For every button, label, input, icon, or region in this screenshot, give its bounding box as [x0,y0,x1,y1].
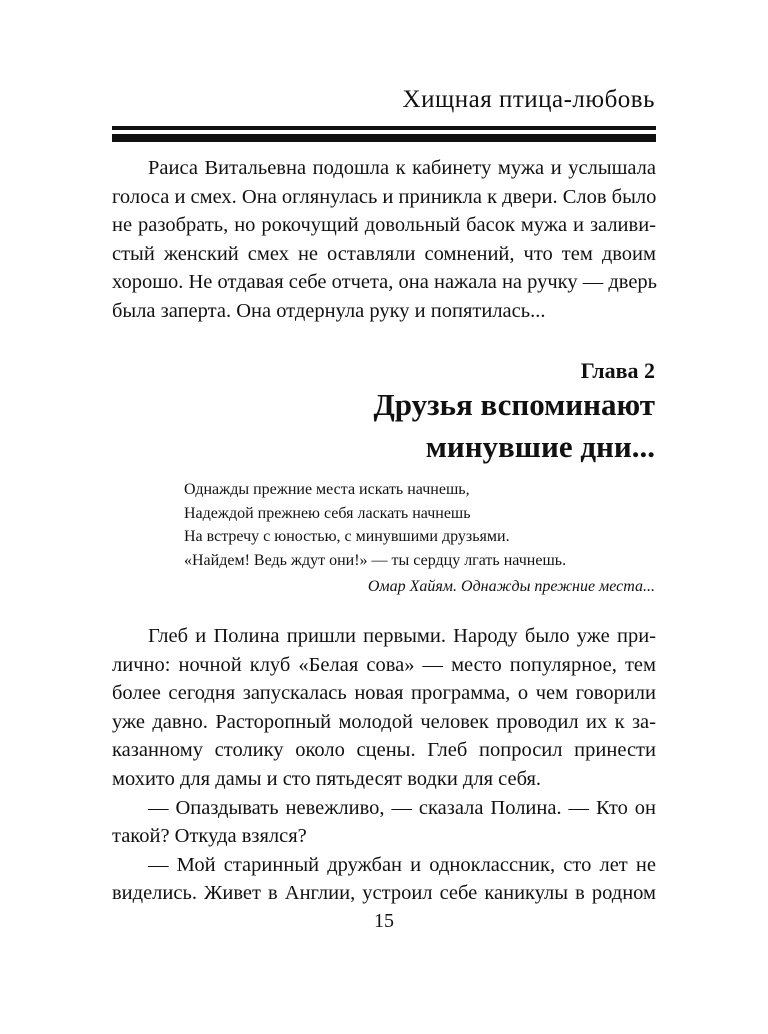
dialogue-line: такой? Откуда взялся? [112,825,307,848]
dialogue-line: виделись. Живет в Англии, устроил себе каникулы в родном [112,882,656,905]
epigraph-line: Однажды прежние места искать начнешь, [184,481,470,498]
epigraph [184,478,566,572]
text-line: голоса и смех. Она оглянулась и приникла к двери. Слов было [112,185,657,208]
dialogue-line: — Опаздывать невежливо, — сказала Полина. — Кто он [148,796,656,819]
chapter-title-line: Друзья вспоминают [373,387,655,422]
text-line: мохито для дамы и сто пятьдесят водки для себя. [112,767,542,790]
header-rule-thick [112,134,656,142]
text-line: Раиса Витальевна подошла к кабинету мужа и услышала [148,157,656,179]
epigraph-line: «Найдем! Ведь ждут они!» — ты сердцу лгать начнешь. [184,551,567,569]
running-header-title: Хищная птица-любовь [402,86,655,113]
chapter-label: Глава 2 [580,358,655,383]
text-line: лично: ночной клуб «Белая сова» — место популярное, тем [112,653,656,676]
paragraph-intro [112,154,656,326]
text-line: уже давно. Расторопный молодой человек проводил их к за- [112,710,656,733]
chapter-title [373,384,655,468]
epigraph-attribution: Омар Хайям. Однажды прежние места... [367,578,655,595]
text-line: не разобрать, но рокочущий довольный басок мужа и заливи- [112,214,656,237]
paragraph-main [112,622,656,908]
page-number: 15 [374,910,394,932]
epigraph-line: Надеждой прежнею себя ласкать начнешь [184,504,471,522]
text-line: была заперта. Она отдернула руку и попятилась... [112,299,546,322]
header-rule-thin [112,126,656,130]
text-line: Глеб и Полина пришли первыми. Народу было уже при- [148,625,656,647]
text-line: стый женский смех не оставляли сомнений, что тем двоим [112,242,656,265]
epigraph-line: На встречу с юностью, с минувшими друзьями. [184,528,510,545]
text-line: хорошо. Не отдавая себе отчета, она нажала на ручку — дверь [112,271,658,294]
dialogue-line: — Мой старинный дружбан и одноклассник, сто лет не [148,853,656,876]
text-line: казанному столику около сцены. Глеб попросил принести [112,739,656,762]
text-line: более сегодня запускалась новая программа, о чем говорили [112,682,656,705]
chapter-title-line: минувшие дни... [425,429,655,464]
